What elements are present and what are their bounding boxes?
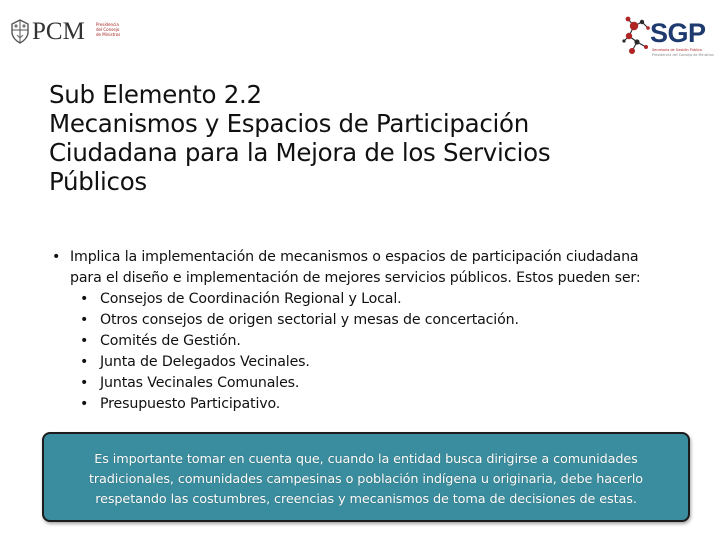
slide-title-line-4: Públicos xyxy=(49,167,147,196)
slide-title-line-2: Mecanismos y Espacios de Participación xyxy=(49,109,529,138)
list-item: • Juntas Vecinales Comunales. xyxy=(80,373,692,394)
sgp-logo xyxy=(622,14,714,60)
callout-line-1: Es importante tomar en cuenta que, cuando la entidad busca dirigirse a comunidades xyxy=(94,452,638,467)
intro-line-1: Implica la implementación de mecanismos o espacios de participación ciudadana xyxy=(70,249,639,265)
intro-bullet xyxy=(52,247,692,289)
sgp-logo-subtitle-2: Presidencia del Consejo de Ministros xyxy=(652,53,714,57)
peru-emblem-icon xyxy=(10,18,30,44)
sgp-logo-subtitle: Secretaría de Gestión Pública xyxy=(652,48,702,52)
slide-body xyxy=(52,247,692,415)
slide-title xyxy=(49,80,669,196)
pcm-logo-subtitle: Presidencia del Consejo de Ministros xyxy=(96,22,121,37)
callout-line-3: respetando las costumbres, creencias y mecanismos de toma de decisiones de estas. xyxy=(95,492,637,507)
bullet-icon: • xyxy=(80,354,89,370)
slide-title-line-3: Ciudadana para la Mejora de los Servicios xyxy=(49,138,551,167)
slide-title-line-1: Sub Elemento 2.2 xyxy=(49,80,262,109)
bullet-icon: • xyxy=(52,249,61,265)
pcm-logo-text: PCM xyxy=(32,18,85,45)
mechanisms-list xyxy=(52,289,692,415)
intro-line-2: para el diseño e implementación de mejores servicios públicos. Estos pueden ser: xyxy=(70,270,641,286)
bullet-icon: • xyxy=(80,396,89,412)
list-item: • Otros consejos de origen sectorial y mesas de concertación. xyxy=(80,310,692,331)
callout-text xyxy=(42,450,690,510)
list-item: • Presupuesto Participativo. xyxy=(80,394,692,415)
sgp-logo-text: SGP xyxy=(650,18,706,48)
bullet-icon: • xyxy=(80,375,89,391)
pcm-logo xyxy=(10,16,120,50)
bullet-icon: • xyxy=(80,333,89,349)
callout-line-2: tradicionales, comunidades campesinas o población indígena u originaria, debe hacerlo xyxy=(88,472,644,487)
list-item: • Consejos de Coordinación Regional y Local. xyxy=(80,289,692,310)
bullet-icon: • xyxy=(80,291,89,307)
list-item: • Comités de Gestión. xyxy=(80,331,692,352)
list-item: • Junta de Delegados Vecinales. xyxy=(80,352,692,373)
bullet-icon: • xyxy=(80,312,89,328)
